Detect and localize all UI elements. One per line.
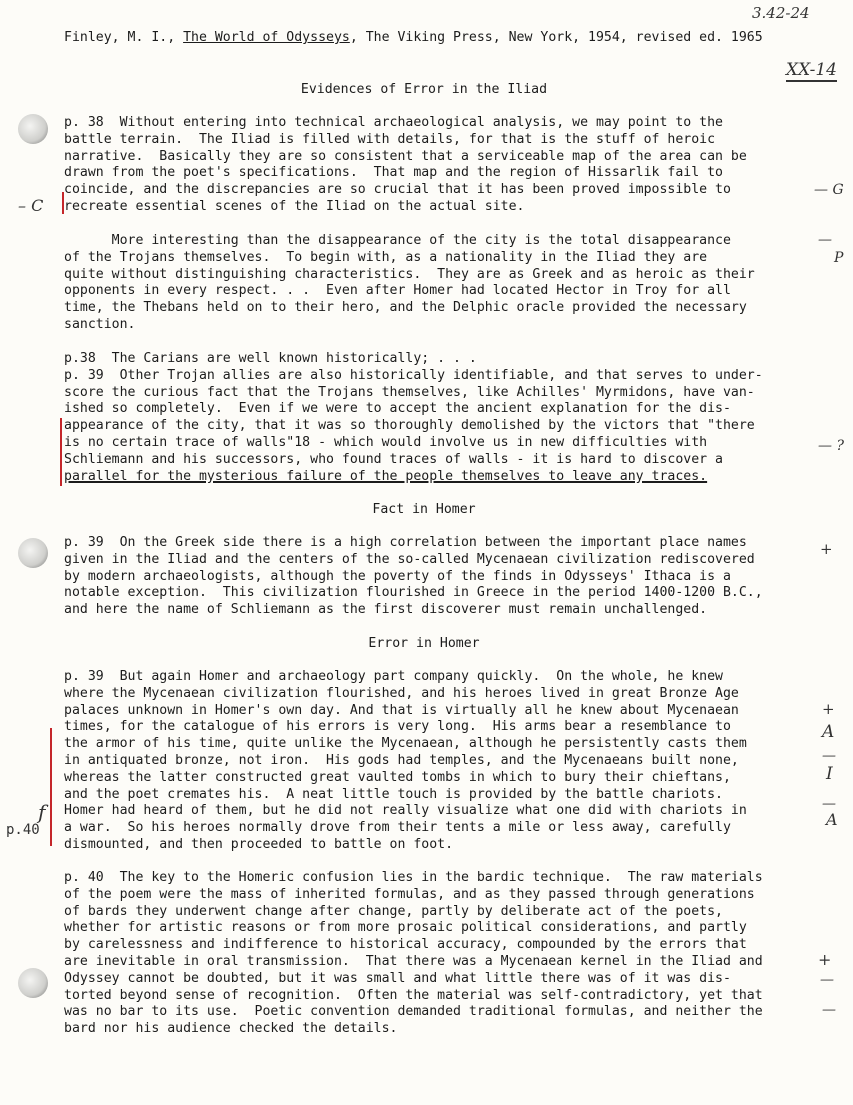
text-line: recreate essential scenes of the Iliad on the actual site. [64, 198, 525, 214]
text-line: narrative. Basically they are so consistent that a serviceable map of the area can be [64, 148, 747, 164]
right-mark-7: A [822, 722, 835, 742]
paragraph-4 [64, 535, 794, 619]
text-line: a war. So his heroes normally drove from their tents a mile or less away, carefully [64, 820, 731, 836]
text-line: appearance of the city, that it was so thoroughly demolished by the victors that "there [64, 418, 755, 434]
right-mark-10: — [822, 796, 836, 812]
text-line: of bards they underwent change after change, partly by deliberate act of the poets, [64, 903, 723, 919]
citation-author: Finley, M. I., [64, 30, 184, 45]
text-line: palaces unknown in Homer's own day. And that is virtually all he knew about Mycenaean [64, 702, 739, 718]
text-line: given in the Iliad and the centers of the so-called Mycenaean civilization rediscovered [64, 551, 755, 567]
right-mark-1: — G [814, 182, 844, 198]
text-line: and the poet cremates his. A neat little touch is provided by the battle chariots. [64, 786, 723, 802]
right-mark-3: P [834, 250, 844, 266]
text-line: is no certain trace of walls"18 - which would involve us in new difficulties with [64, 434, 708, 450]
text-line: notable exception. This civilization flourished in Greece in the period 1400-1200 B.C., [64, 585, 763, 601]
text-line: More interesting than the disappearance of the city is the total disappearance [64, 233, 731, 248]
text-line: and here the name of Schliemann as the first discoverer must remain unchallenged. [64, 602, 708, 618]
citation-publisher: , The Viking Press, New York, 1954, revised ed. 1965 [349, 30, 763, 45]
punch-hole-top [18, 114, 48, 144]
text-line: score the curious fact that the Trojans themselves, like Achilles' Myrmidons, have van- [64, 384, 755, 400]
text-line: p. 39 But again Homer and archaeology part company quickly. On the whole, he knew [64, 669, 723, 684]
text-line: p.38 The Carians are well known historically; . . . [64, 351, 477, 366]
catalog-number: 3.42-24 [752, 4, 810, 22]
citation-title: The World of Odysseys [183, 30, 350, 45]
right-mark-6: + [822, 700, 835, 718]
text-line: Schliemann and his successors, who found traces of walls - it is hard to discover a [64, 451, 723, 467]
text-line: of the Trojans themselves. To begin with, as a nationality in the Iliad they are [64, 249, 708, 265]
text-line: by modern archaeologists, although the poverty of the finds in Odysseys' Ithaca is a [64, 568, 731, 584]
box-label: XX-14 [786, 60, 837, 80]
right-mark-14: — [822, 1002, 836, 1018]
text-line: of the poem were the mass of inherited formulas, and as they passed through generations [64, 886, 755, 902]
citation [64, 30, 763, 45]
right-mark-9: I [826, 764, 833, 784]
right-mark-11: A [826, 810, 838, 829]
text-line: bard nor his audience checked the details. [64, 1021, 398, 1037]
margin-note-f: f [38, 800, 46, 824]
right-mark-5: + [820, 540, 833, 558]
text-line: battle terrain. The Iliad is filled with details, for that is the stuff of heroic [64, 131, 716, 147]
red-margin-bar-2 [60, 418, 62, 486]
text-line: where the Mycenaean civilization flourished, and his heroes lived in great Bronze Age [64, 685, 739, 701]
text-line: ished so completely. Even if we were to accept the ancient explanation for the dis- [64, 401, 731, 417]
right-mark-2: — [818, 232, 832, 248]
paragraph-1 [64, 115, 794, 216]
text-line: by carelessness and indifference to historical accuracy, compounded by the errors that [64, 937, 747, 953]
text-line: Homer had heard of them, but he did not really visualize what one did with chariots in [64, 803, 747, 819]
paragraph-6 [64, 870, 794, 1038]
text-line: whereas the latter constructed great vaulted tombs in which to bury their chieftans, [64, 769, 731, 785]
punch-hole-middle [18, 538, 48, 568]
paragraph-5 [64, 669, 794, 854]
error-heading: Error in Homer [368, 636, 480, 651]
margin-note-c: – C [18, 196, 44, 215]
main-heading: Evidences of Error in the Iliad [300, 82, 548, 97]
right-mark-13: — [820, 972, 834, 988]
text-line: are inevitable in oral transmission. That there was a Mycenaean kernel in the Iliad and [64, 953, 763, 969]
text-line: Odyssey cannot be doubted, but it was small and what little there was of it was dis- [64, 970, 731, 986]
text-line: was no bar to its use. Poetic convention demanded traditional formulas, and neither the [64, 1004, 763, 1020]
text-line: drawn from the poet's specifications. That map and the region of Hissarlik fail to [64, 165, 723, 181]
red-margin-bar-3 [50, 728, 52, 846]
text-line: p. 39 On the Greek side there is a high correlation between the important place names [64, 535, 747, 550]
text-line: dismounted, and then proceeded to battle on foot. [64, 836, 454, 852]
paragraph-3 [64, 351, 794, 485]
paragraph-2 [64, 233, 794, 334]
text-line: quite without distinguishing characteristics. They are as Greek and as heroic as their [64, 266, 755, 282]
right-mark-4: — ? [818, 438, 844, 454]
text-line: in antiquated bronze, not iron. His gods had temples, and the Mycenaeans built none, [64, 752, 739, 768]
text-line: torted beyond sense of recognition. Often the material was self-contradictory, yet that [64, 987, 763, 1003]
text-line: the armor of his time, quite unlike the Mycenaean, although he persistently casts them [64, 736, 747, 752]
text-line: opponents in every respect. . . Even after Homer had located Hector in Troy for all [64, 283, 731, 299]
text-line: p. 40 The key to the Homeric confusion lies in the bardic technique. The raw materials [64, 870, 763, 885]
punch-hole-bottom [18, 968, 48, 998]
text-line: sanction. [64, 316, 136, 332]
text-line: p. 39 Other Trojan allies are also historically identifiable, and that serves to under- [64, 367, 763, 383]
fact-heading: Fact in Homer [372, 502, 476, 517]
right-mark-8: — [822, 748, 836, 764]
text-line: time, the Thebans held on to their hero, and the Delphic oracle provided the necessary [64, 300, 747, 316]
text-line: p. 38 Without entering into technical archaeological analysis, we may point to the [64, 115, 723, 130]
right-mark-12: + [818, 950, 832, 969]
text-line: parallel for the mysterious failure of the people themselves to leave any traces. [64, 468, 708, 484]
text-line: whether for artistic reasons or from more prosaic political considerations, and partly [64, 920, 747, 936]
margin-note-p40: p.40 [6, 822, 40, 838]
text-line: coincide, and the discrepancies are so crucial that it has been proved impossible to [64, 182, 731, 198]
text-line: times, for the catalogue of his errors is very long. His arms bear a resemblance to [64, 719, 731, 735]
